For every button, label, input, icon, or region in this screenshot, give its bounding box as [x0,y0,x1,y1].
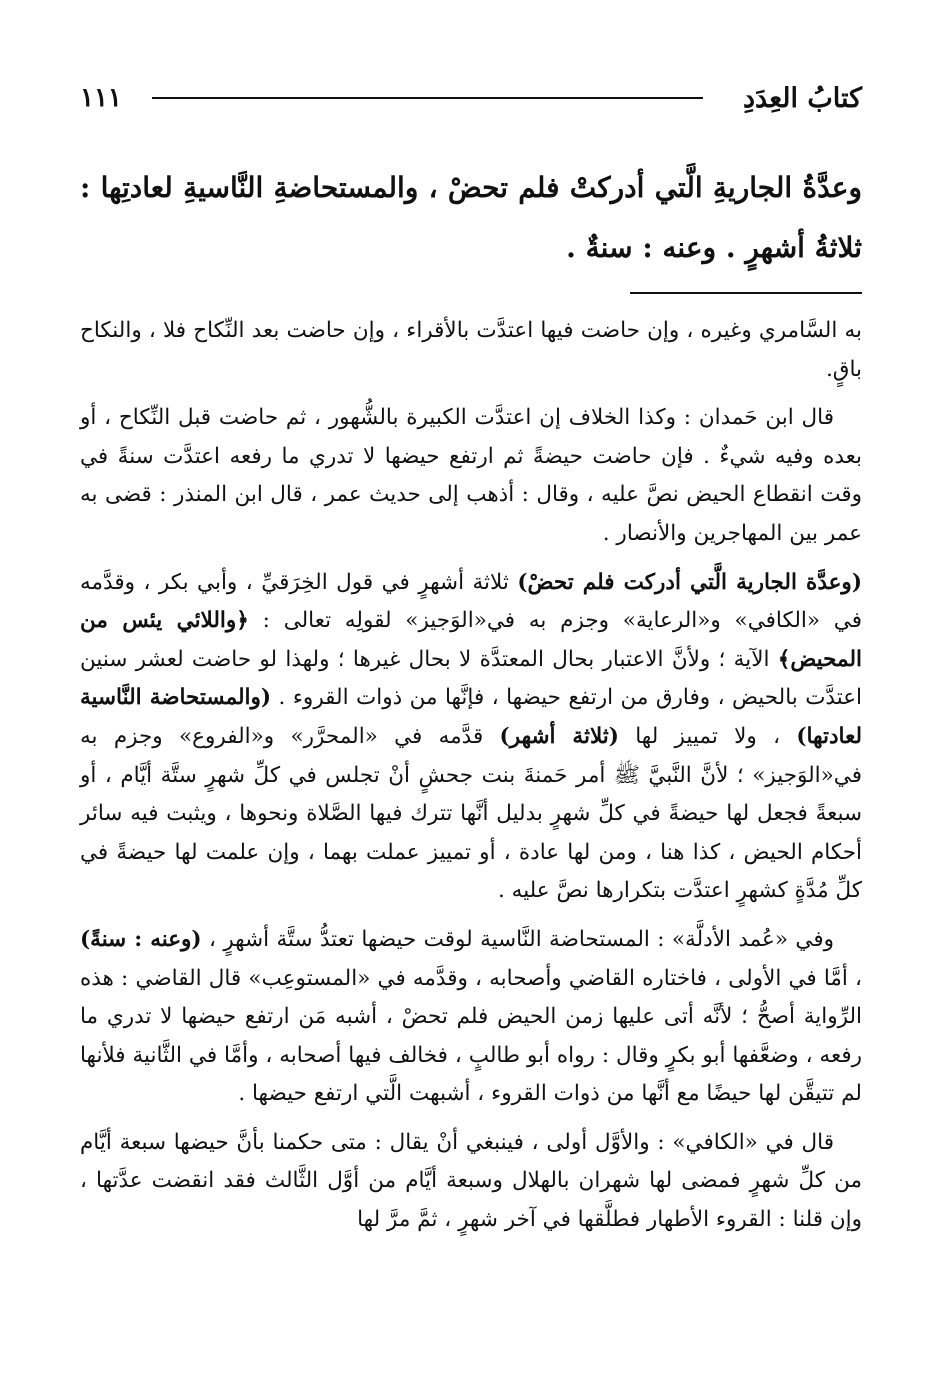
quran-verse: ﴿واللائي يئس من المحيض﴾ [80,608,862,672]
paragraph [80,564,862,911]
paragraph: قال في «الكافي» : والأوَّل أولى ، فينبغي أنْ يقال : متى حكمنا بأنَّ حيضها سبعة أيَّام من كلِّ شهرٍ فمضى لها شهران بالهلال وسبعة أيَّام من أوَّل الثَّالث فقد انقضت عدَّتها ، وإن قلنا : القروء الأطهار فطلَّقها في آخر شهرٍ ، ثمَّ مرَّ لها [80,1129,862,1233]
paragraph: قال ابن حَمدان : وكذا الخلاف إن اعتدَّت الكبيرة بالشُّهور ، ثم حاضت قبل النِّكاح ، أو بعده وفيه شيءٌ . فإن حاضت حيضةً ثم ارتفع حيضها لا تدري ما رفعه اعتدَّت سنةً في وقت انقطاع الحيض نصَّ عليه ، وقال : أذهب إلى حديث عمر ، قال ابن المنذر : قضى به عمر بين المهاجرين والأنصار . [80,405,862,546]
text-run: ثلاثة أشهرٍ في قول الخِرَقيِّ ، وأبي بكر ، وقدَّمه في «الكافي» و«الرعاية» وجزم به في«الوَجيز» لقولِه تعالى : [80,569,862,634]
quoted-matn: (والمستحاضة النَّاسية لعادتها) [80,685,862,749]
text-run: ، ولا تمييز لها [618,723,797,749]
text-run: قدَّمه في «المحرَّر» و«الفروع» وجزم به في«الوَجيز» ؛ لأنَّ النَّبيَّ ﷺ أمر حَمنةَ بنت جحشٍ أنْ تجلس في كلِّ شهرٍ ستَّة أيَّام ، أو سبعةً فجعل لها حيضةً في كلِّ شهرٍ بدليل أنَّها تترك فيها الصَّلاة ونحوها ، ويثبت فيه سائر أحكام الحيض ، كذا هنا ، ومن لها عادة ، أو تمييز عملت بهما ، وإن علمت لها حيضةً في كلِّ مُدَّةٍ كشهرٍ اعتدَّت بتكرارها نصَّ عليه . [80,723,862,904]
paragraph [80,921,862,1114]
running-title: كتابُ العِدَدِ [743,82,862,114]
paragraph: به السَّامري وغيره ، وإن حاضت فيها اعتدَّت بالأقراء ، وإن حاضت بعد النِّكاح فلا ، والنكاح باقٍ. [80,318,862,382]
page-header [80,78,862,118]
quoted-matn: (وعدَّة الجارية الَّتي أدركت فلم تحضْ) [517,569,862,595]
commentary [80,312,862,1240]
quoted-matn: (وعنه : سنةً) [80,926,202,952]
text-run: وفي «عُمد الأدلَّة» : المستحاضة النَّاسية لوقت حيضها تعتدُّ ستَّة أشهرٍ ، [201,926,834,952]
text-run: الآية ؛ ولأنَّ الاعتبار بحال المعتدَّة لا بحال غيرها ؛ ولهذا لو حاضت لعشر سنين اعتدَّت بالحيض ، وفارق من ارتفع حيضها ، فإنَّها من ذوات القروء . [80,646,863,711]
separator-line [630,292,862,294]
text-run: ، أمَّا في الأولى ، فاختاره القاضي وأصحابه ، وقدَّمه في «المستوعِب» قال القاضي : هذه الرِّواية أصحُّ ؛ لأنَّه أتى عليها زمن الحيض فلم تحضْ ، أشبه مَن ارتفع حيضها لا تدري ما رفعه ، وضعَّفها أبو بكرٍ وقال : رواه أبو طالبٍ ، فخالف فيها أصحابه ، وأمَّا في الثَّانية فلأنها لم تتيقَّن لها حيضًا مع أنَّها من ذوات القروء ، أشبهت الَّتي ارتفع حيضها . [80,965,862,1107]
matn-text: وعدَّةُ الجاريةِ الَّتي أدركتْ فلم تحضْ ، والمستحاضةِ النَّاسيةِ لعادتِها : ثلاثةُ أشهرٍ . وعنه : سنةٌ . [80,171,862,264]
header-rule [152,97,703,99]
page-number: ١١١ [80,83,122,113]
quoted-matn: (ثلاثة أشهر) [499,723,619,749]
